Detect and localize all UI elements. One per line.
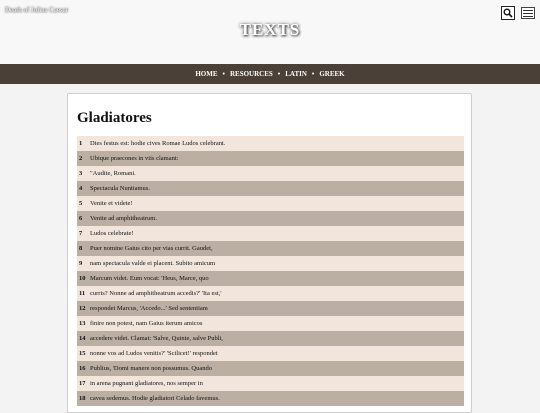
line-text: nonne vos ad Ludos venitis?' 'Scilicet!' respondet [90,350,218,357]
text-line [77,196,464,211]
line-number: 14 [79,335,86,342]
text-line [77,181,464,196]
line-number: 12 [79,305,86,312]
text-line [77,241,464,256]
line-number: 18 [79,395,86,402]
line-text: Venite et videte! [90,200,133,207]
line-text: Ubique praecones in viis clamant: [90,155,179,162]
line-text: in arena pugnant gladiatores, nos semper in [90,380,203,387]
line-text: Marcum videt. Eum vocat: 'Heus, Marce, quo [90,275,209,282]
line-text: Dies festus est: hodie cives Romae Ludos celebrant. [90,140,226,147]
line-text: accedere videt. Clamat: 'Salve, Quinte, salve Publi, [90,335,223,342]
text-line [77,361,464,376]
line-number: 7 [79,230,83,237]
hamburger-menu-icon [523,10,533,11]
text-line [77,136,464,151]
page-title: Gladiatores [77,110,152,126]
nav-item-resources[interactable]: RESOURCES [229,70,273,78]
main-navigation [0,64,540,84]
text-line [77,166,464,181]
line-number: 17 [79,380,86,387]
line-number: 3 [79,170,83,177]
line-number: 4 [79,185,83,192]
line-number: 10 [79,275,86,282]
text-line [77,211,464,226]
line-text: respondet Marcus, 'Accedo...' Sed sententiam [90,305,208,312]
line-number: 9 [79,260,83,267]
nav-item-home[interactable]: HOME [195,70,218,78]
text-line [77,316,464,331]
line-number: 5 [79,200,83,207]
hamburger-menu-icon [523,16,533,17]
search-icon [503,8,513,18]
line-text: Puer nomine Gaius cito per vias currit. Gaudet, [90,245,213,252]
text-line [77,226,464,241]
text-line [77,271,464,286]
text-line [77,301,464,316]
text-line [77,286,464,301]
site-title[interactable]: TEXTS [239,20,301,39]
line-number: 13 [79,320,86,327]
nav-item-greek[interactable]: GREEK [319,70,345,78]
content-panel [67,93,472,413]
line-text: "Audite, Romani. [90,170,136,177]
line-text: cavea sedemus. Hodie gladiatori Celado favemus. [90,395,220,402]
site-header [0,0,540,64]
nav-separator: • [277,70,281,78]
line-text: Publius, 'Domi manere non possumus. Quando [90,365,212,372]
line-number: 2 [79,155,83,162]
text-line [77,391,464,406]
line-text: finire non potest, nam Gaius iterum amicos [90,320,203,327]
text-line [77,151,464,166]
breadcrumb[interactable]: Death of Julius Caesar [5,6,69,14]
nav-separator: • [222,70,225,78]
line-text: Spectacula Nuntiamus. [90,185,150,192]
line-number: 1 [79,140,83,147]
text-line [77,331,464,346]
line-number: 8 [79,245,83,252]
search-button[interactable] [501,6,515,20]
line-text: Ludos celebrate! [90,230,134,237]
menu-button[interactable] [521,7,535,19]
line-number: 16 [79,365,86,372]
line-number: 11 [79,290,86,297]
text-line [77,346,464,361]
line-text: curris? Nonne ad amphitheatrum accedis?' 'Ita est,' [90,290,222,297]
line-text: nam spectacula valde ei placent. Subito amicum [90,260,216,267]
line-number: 6 [79,215,83,222]
text-lines [77,136,464,406]
line-text: Venite ad amphitheatrum. [90,215,157,222]
text-line [77,376,464,391]
text-line [77,256,464,271]
line-number: 15 [79,350,86,357]
hamburger-menu-icon [523,13,533,14]
nav-separator: • [311,70,315,78]
nav-item-latin[interactable]: LATIN [285,70,307,78]
